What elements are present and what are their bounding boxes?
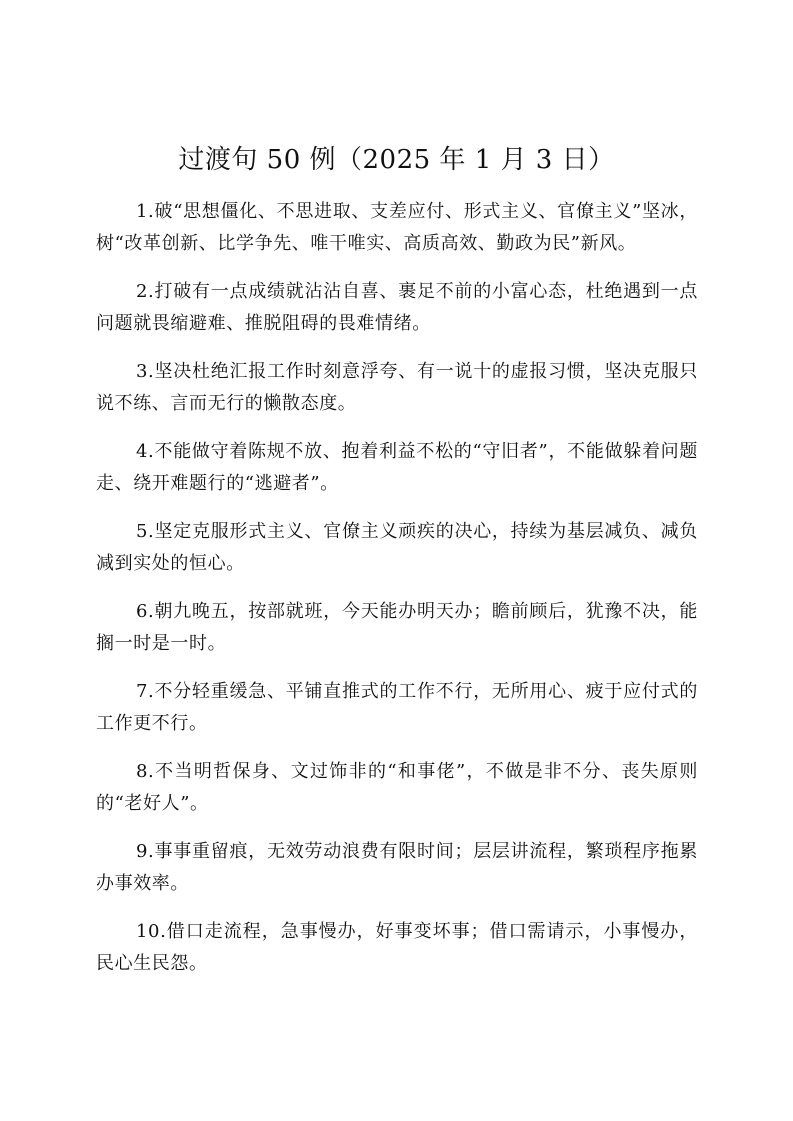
list-item: 7.不分轻重缓急、平铺直推式的工作不行，无所用心、疲于应付式的工作更不行。 bbox=[96, 681, 698, 734]
list-item: 8.不当明哲保身、文过饰非的“和事佬”，不做是非不分、丧失原则的“老好人”。 bbox=[96, 761, 698, 814]
list-item: 9.事事重留痕，无效劳动浪费有限时间；层层讲流程，繁琐程序拖累办事效率。 bbox=[96, 841, 698, 894]
list-item: 4.不能做守着陈规不放、抱着利益不松的“守旧者”，不能做躲着问题走、绕开难题行的“逃避者”。 bbox=[96, 441, 698, 494]
list-item: 6.朝九晚五，按部就班，今天能办明天办；瞻前顾后，犹豫不决，能搁一时是一时。 bbox=[96, 601, 698, 654]
list-item: 5.坚定克服形式主义、官僚主义顽疾的决心，持续为基层减负、减负减到实处的恒心。 bbox=[96, 521, 698, 574]
list-item: 2.打破有一点成绩就沾沾自喜、裹足不前的小富心态，杜绝遇到一点问题就畏缩避难、推脱阻碍的畏难情绪。 bbox=[96, 281, 698, 334]
document-title: 过渡句 50 例（2025 年 1 月 3 日） bbox=[178, 145, 615, 175]
list-item: 10.借口走流程，急事慢办，好事变坏事；借口需请示，小事慢办，民心生民怨。 bbox=[96, 921, 698, 974]
list-item: 3.坚决杜绝汇报工作时刻意浮夸、有一说十的虚报习惯，坚决克服只说不练、言而无行的懒散态度。 bbox=[96, 361, 698, 414]
list-item: 1.破“思想僵化、不思进取、支差应付、形式主义、官僚主义”坚冰，树“改革创新、比学争先、唯干唯实、高质高效、勤政为民”新风。 bbox=[96, 201, 698, 254]
item-list bbox=[96, 196, 698, 996]
